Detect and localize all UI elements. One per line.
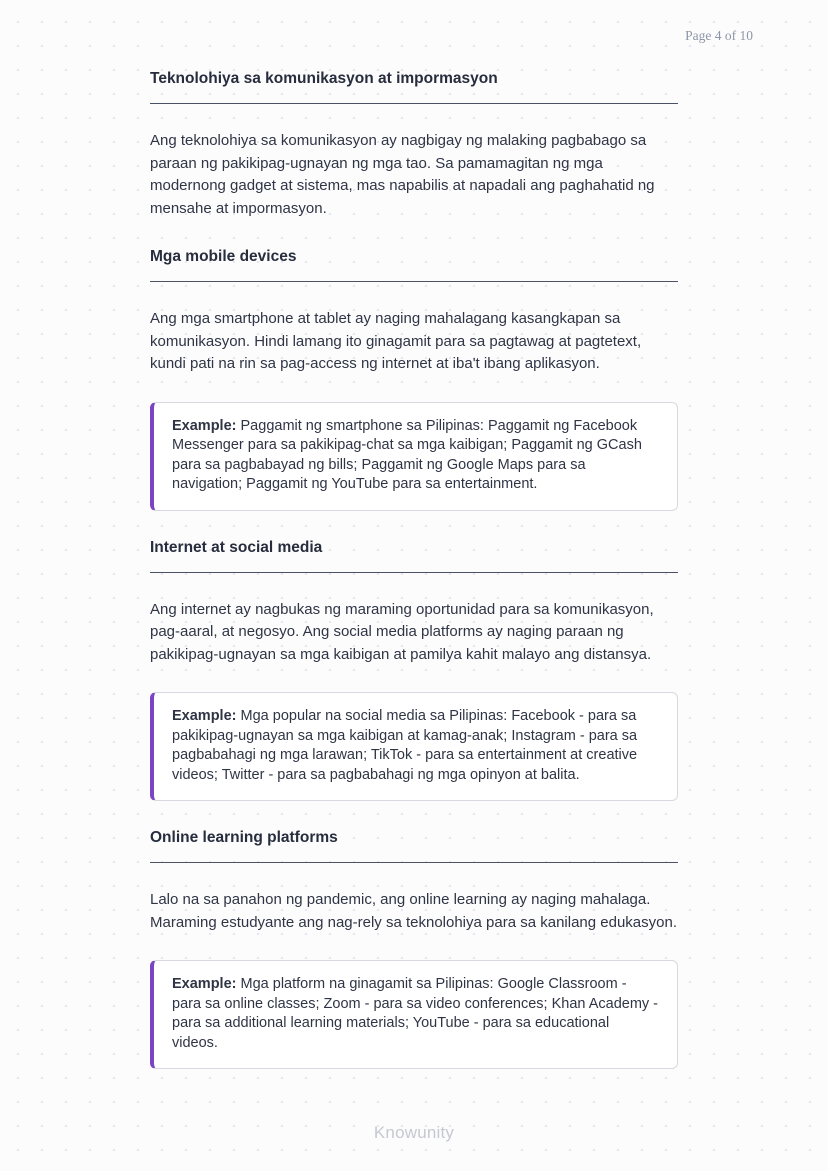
- section-heading: Mga mobile devices: [150, 248, 678, 282]
- section-heading: Teknolohiya sa komunikasyon at impormasyon: [150, 70, 678, 104]
- section-online-learning: [150, 829, 678, 1069]
- example-box: [150, 960, 678, 1069]
- section-mobile-devices: [150, 248, 678, 511]
- footer-brand: Knowunity: [373, 1123, 455, 1142]
- example-text: Mga platform na ginagamit sa Pilipinas: Google Classroom - para sa online classes; Zoom - para sa video conferences; Khan Academy - para sa additional learning materials; YouTube - para sa educational videos.: [172, 976, 659, 1051]
- example-label: Example:: [172, 417, 237, 434]
- page-indicator: Page 4 of 10: [685, 28, 753, 43]
- example-label: Example:: [172, 708, 237, 724]
- document-content: [150, 70, 678, 1069]
- example-label: Example:: [172, 976, 237, 992]
- example-text: Mga popular na social media sa Pilipinas: Facebook - para sa pakikipag-ugnayan sa mga kaibigan at kamag-anak; Instagram - para sa pagbabahagi ng mga larawan; TikTok - para sa entertainment at creative videos; Twitter - para sa pagbabahagi ng mga opinyon at balita.: [172, 708, 638, 783]
- section-teknolohiya: [150, 70, 678, 220]
- example-text: Paggamit ng smartphone sa Pilipinas: Paggamit ng Facebook Messenger para sa pakikipag-chat sa mga kaibigan; Paggamit ng GCash para sa pagbabayad ng bills; Paggamit ng Google Maps para sa navigation; Paggamit ng YouTube para sa entertainment.: [172, 417, 642, 492]
- section-paragraph: Ang teknolohiya sa komunikasyon ay nagbigay ng malaking pagbabago sa paraan ng pakikipag-ugnayan ng mga tao. Sa pamamagitan ng mga modernong gadget at sistema, mas napabilis at napadali ang paghahatid ng mensahe at impormasyon.: [150, 132, 655, 217]
- section-paragraph: Lalo na sa panahon ng pandemic, ang online learning ay naging mahalaga. Maraming estudyante ang nag-rely sa teknolohiya para sa kanilang edukasyon.: [150, 891, 677, 931]
- section-paragraph: Ang mga smartphone at tablet ay naging mahalagang kasangkapan sa komunikasyon. Hindi lamang ito ginagamit para sa pagtawag at pagtetext, kundi pati na rin sa pag-access ng internet at iba't ibang aplikasyon.: [150, 310, 642, 372]
- section-heading: Online learning platforms: [150, 829, 678, 863]
- example-box: [150, 692, 678, 801]
- section-heading: Internet at social media: [150, 539, 678, 573]
- section-internet-social-media: [150, 539, 678, 802]
- example-box: [150, 402, 678, 511]
- section-paragraph: Ang internet ay nagbukas ng maraming oportunidad para sa komunikasyon, pag-aaral, at negosyo. Ang social media platforms ay naging paraan ng pakikipag-ugnayan sa mga kaibigan at pamilya kahit malayo ang distansya.: [150, 600, 654, 663]
